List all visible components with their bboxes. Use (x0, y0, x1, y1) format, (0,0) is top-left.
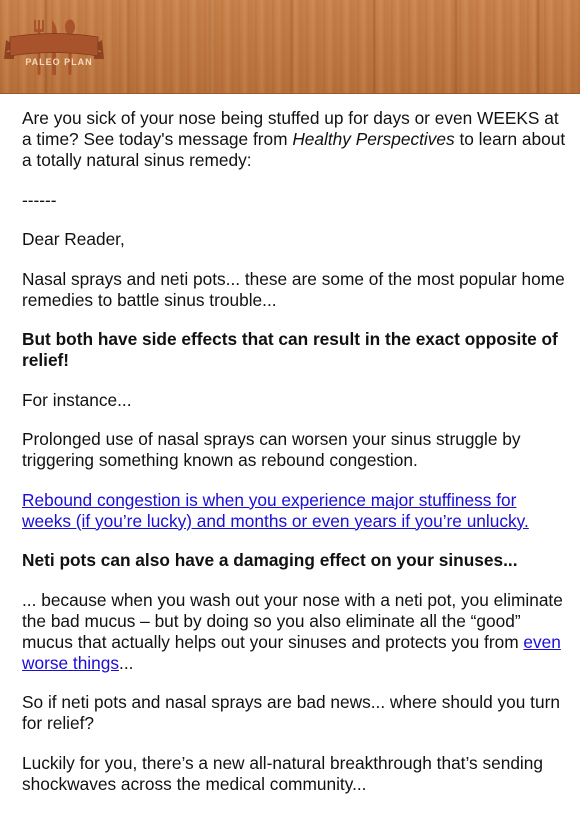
paragraph-neti-pots (22, 590, 567, 674)
email-body (22, 108, 567, 813)
even-worse-things-link[interactable]: even worse things (22, 631, 561, 673)
paragraph-side-effects-heading: But both have side effects that can result in the exact opposite of relief! (22, 329, 558, 370)
intro-text-after: to learn about a totally natural sinus remedy: (22, 129, 566, 170)
paragraph-breakthrough: Luckily for you, there’s a new all-natural breakthrough that’s sending shockwaves across the medical community... (22, 752, 543, 794)
separator-line: ------ (22, 189, 57, 210)
paragraph-nasal-sprays: Prolonged use of nasal sprays can worsen your sinus struggle by triggering something known as rebound congestion. (22, 429, 521, 470)
paragraph-for-instance: For instance... (22, 389, 132, 410)
intro-paragraph (22, 108, 567, 171)
intro-brand-name: Healthy Perspectives (292, 129, 455, 149)
paragraph-remedies: Nasal sprays and neti pots... these are some of the most popular home remedies to battle sinus trouble... (22, 268, 565, 310)
email-header-banner (0, 0, 580, 94)
rebound-congestion-link[interactable]: Rebound congestion is when you experience major stuffiness for weeks (if you’re lucky) and months or even years if you’re unlucky. (22, 489, 529, 531)
paragraph-where-to-turn: So if neti pots and nasal sprays are bad news... where should you turn for relief? (22, 692, 560, 733)
greeting: Dear Reader, (22, 229, 125, 249)
paragraph-rebound-link-wrap (22, 490, 567, 532)
intro-text-before: Are you sick of your nose being stuffed up for days or even WEEKS at a time? See today's message from (22, 108, 559, 149)
paleo-plan-logo[interactable] (4, 16, 104, 78)
logo-text: PALEO PLAN (25, 57, 93, 67)
paragraph-neti-pots-heading: Neti pots can also have a damaging effect on your sinuses... (22, 550, 518, 570)
neti-text-before: ... because when you wash out your nose with a neti pot, you eliminate the bad mucus – but by doing so you also eliminate all the “good” mucus that actually helps out your sinuses and protects you from (22, 589, 563, 652)
neti-text-after: ... (119, 652, 134, 673)
